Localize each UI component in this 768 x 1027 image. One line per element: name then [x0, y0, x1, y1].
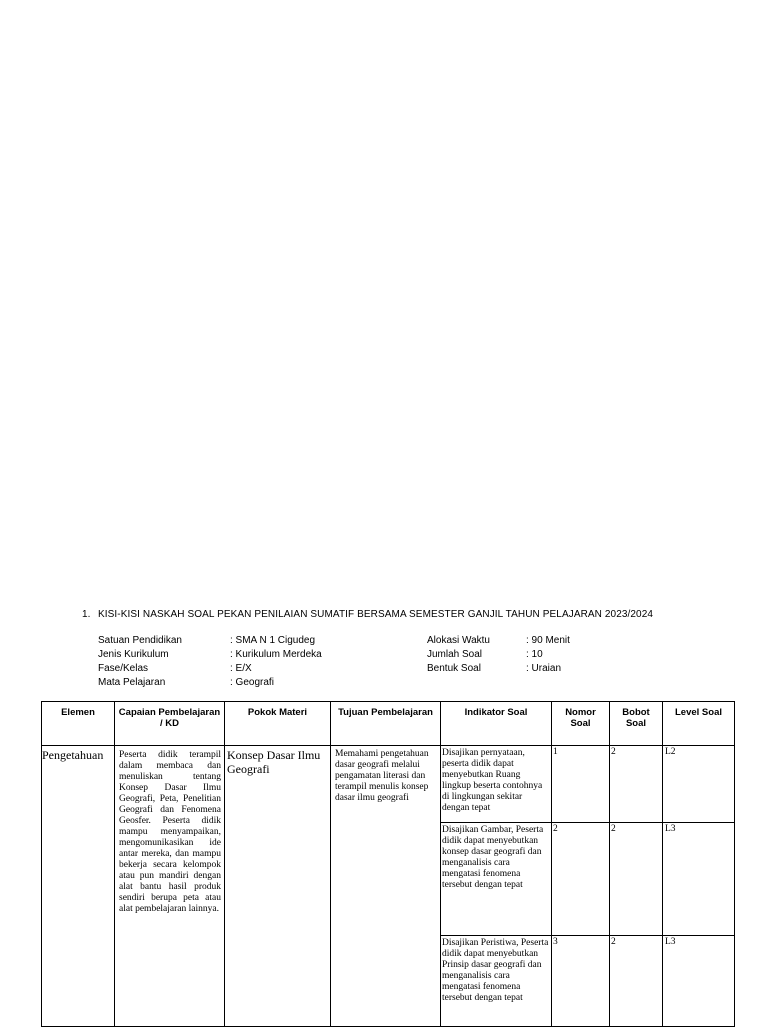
cell-nomor: 3: [552, 936, 610, 1027]
info-row-alokasi: [427, 634, 570, 648]
header-capaian: Capaian Pembelajaran / KD: [115, 702, 225, 746]
cell-nomor: 1: [552, 746, 610, 823]
info-value: : SMA N 1 Cigudeg: [230, 635, 316, 646]
info-value: : 10: [526, 649, 543, 660]
info-value: : E/X: [230, 663, 252, 674]
cell-level: L3: [663, 823, 735, 936]
info-value: : Kurikulum Merdeka: [230, 649, 322, 660]
cell-tujuan: Memahami pengetahuan dasar geografi melalui pengamatan literasi dan terampil menulis konsep dasar ilmu geografi: [331, 746, 441, 1027]
info-row-kurikulum: [98, 648, 322, 662]
info-label: Jumlah Soal: [427, 649, 483, 660]
cell-bobot: 2: [610, 936, 663, 1027]
header-nomor: Nomor Soal: [552, 702, 610, 746]
cell-indikator: Disajikan Gambar, Peserta didik dapat menyebutkan konsep dasar geografi dan menganalisis cara mengatasi fenomena tersebut dengan tepat: [441, 823, 552, 936]
info-right-block: [427, 634, 570, 676]
header-indikator: Indikator Soal: [441, 702, 552, 746]
info-label: Alokasi Waktu: [427, 635, 490, 646]
info-value: : 90 Menit: [526, 635, 570, 646]
header-pokok-materi: Pokok Materi: [225, 702, 331, 746]
info-label: Bentuk Soal: [427, 663, 481, 674]
cell-pokok-materi: Konsep Dasar Ilmu Geografi: [225, 746, 331, 1027]
info-label: Jenis Kurikulum: [98, 649, 169, 660]
info-label: Satuan Pendidikan: [98, 635, 182, 646]
table-header-row: [42, 702, 735, 746]
cell-level: L3: [663, 936, 735, 1027]
cell-nomor: 2: [552, 823, 610, 936]
info-row-jumlah: [427, 648, 570, 662]
info-left-block: [98, 634, 322, 690]
cell-elemen: Pengetahuan: [42, 746, 115, 1027]
cell-bobot: 2: [610, 823, 663, 936]
info-row-bentuk: [427, 662, 570, 676]
info-label: Fase/Kelas: [98, 663, 149, 674]
info-row-mapel: [98, 676, 322, 690]
cell-capaian: Peserta didik terampil dalam membaca dan menuliskan tentang Konsep Dasar Ilmu Geografi, Peta, Penelitian Geografi dan Fenomena Geosfer. Peserta didik mampu menyampaikan, mengomunikasikan ide antar mereka, dan mampu bekerja secara kelompok atau pun mandiri dengan alat bantu hasil produk sendiri berupa peta atau alat pembelajaran lainnya.: [115, 746, 225, 1027]
table-row: [42, 746, 735, 823]
info-row-satuan: [98, 634, 322, 648]
cell-indikator: Disajikan pernyataan, peserta didik dapat menyebutkan Ruang lingkup beserta contohnya di lingkungan sekitar dengan tepat: [441, 746, 552, 823]
info-value: : Uraian: [526, 663, 562, 674]
heading-title: KISI-KISI NASKAH SOAL PEKAN PENILAIAN SUMATIF BERSAMA SEMESTER GANJIL TAHUN PELAJARAN 2023/2024: [98, 609, 654, 620]
info-label: Mata Pelajaran: [98, 677, 166, 688]
cell-bobot: 2: [610, 746, 663, 823]
document-heading: [82, 609, 653, 620]
header-tujuan: Tujuan Pembelajaran: [331, 702, 441, 746]
header-level: Level Soal: [663, 702, 735, 746]
info-row-fase: [98, 662, 322, 676]
cell-indikator: Disajikan Peristiwa, Peserta didik dapat menyebutkan Prinsip dasar geografi dan menganalisis cara mengatasi fenomena tersebut dengan tepat: [441, 936, 552, 1027]
kisi-table: [41, 701, 735, 1027]
header-elemen: Elemen: [42, 702, 115, 746]
header-bobot: Bobot Soal: [610, 702, 663, 746]
cell-level: L2: [663, 746, 735, 823]
info-value: : Geografi: [230, 677, 274, 688]
heading-number: 1.: [82, 609, 91, 620]
